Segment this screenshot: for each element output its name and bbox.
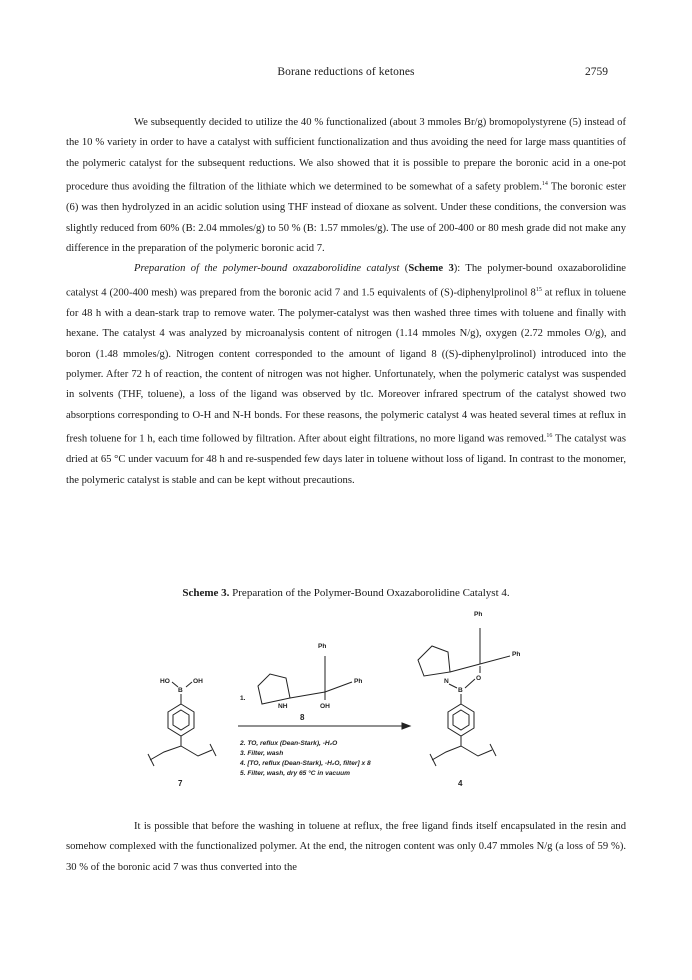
step-2: 2. TO, reflux (Dean-Stark), -H₂O [240,740,338,747]
svg-text:B: B [458,687,463,694]
paragraph-3: It is possible that before the washing in toluene at reflux, the free ligand finds itself encapsulated in the resin and somehow complexed with the functionalized polymer. At the end, the nitrogen content was only 0.47 mmoles N/g (a loss of 59 %). 30 % of the boronic acid 7 was thus converted into the [66,821,626,873]
svg-text:O: O [476,675,482,682]
scheme-drawing [140,608,550,798]
step-3: 3. Filter, wash [240,750,284,757]
body-text-bottom [66,817,626,878]
reaction-scheme [140,608,550,798]
reaction-arrow [238,723,410,729]
boronic-acid-7 [148,678,216,788]
scheme-reference: Scheme 3 [408,263,454,275]
svg-text:Ph: Ph [474,611,483,618]
catalyst-4 [418,611,520,788]
svg-text:HO: HO [160,678,170,685]
svg-text:1.: 1. [240,695,246,702]
svg-text:OH: OH [193,678,203,685]
svg-text:Ph: Ph [354,678,363,685]
compound-4-label: 4 [458,779,463,788]
caption-text: Preparation of the Polymer-Bound Oxazaborolidine Catalyst 4. [229,587,510,599]
paragraph-1: We subsequently decided to utilize the 40 % functionalized (about 3 mmoles Br/g) bromopolystyrene (5) instead of the 10 % variety in order to have a catalyst with sufficient functionalization and thus avoiding the need for large mass quantities of the polymeric catalyst for the subsequent reductions. We also showed that it is possible to prepare the boronic acid in a one-pot procedure thus avoiding the filtration of the lithiate which we determined to be somewhat of a safety problem.$^{14}$ The boronic ester (6) was then hydrolyzed in an acidic solution using THF instead of dioxane as solvent. Under these conditions, the conversion was slightly reduced from 60% (B: 2.04 mmoles/g) to 50 % (B: 1.57 mmoles/g). The use of 200-400 or 80 mesh grade did not make any difference in the preparation of the polymeric boronic acid 7. [66,117,626,254]
step-5: 5. Filter, wash, dry 65 °C in vacuum [240,770,351,777]
caption-label: Scheme 3. [182,587,230,599]
running-title: Borane reductions of ketones [277,66,415,78]
body-text-top [66,113,626,491]
svg-text:Ph: Ph [512,651,521,658]
reaction-conditions [239,740,371,777]
ligand-8 [240,643,362,722]
compound-8-label: 8 [300,713,305,722]
svg-text:OH: OH [320,703,330,710]
page-header [0,66,692,82]
section-heading: Preparation of the polymer-bound oxazaborolidine catalyst [134,263,400,275]
svg-text:N: N [444,678,449,685]
scheme-caption [0,587,692,599]
page-number: 2759 [585,66,608,78]
svg-text:B: B [178,687,183,694]
compound-7-label: 7 [178,779,183,788]
step-4: 4. [TO, reflux (Dean-Stark), -H₂O, filter] x 8 [240,760,371,767]
paragraph-2: Preparation of the polymer-bound oxazaborolidine catalyst (Scheme 3): The polymer-bound oxazaborolidine catalyst 4 (200-400 mesh) was prepared from the boronic acid 7 and 1.5 equivalents of (S)-diphenylprolinol $8^{15}$ at reflux in toluene for 48 h with a dean-stark trap to remove water. The polymer-catalyst was then washed three times with toluene and finally with hexane. The catalyst 4 was analyzed by microanalysis content of nitrogen (1.14 mmoles N/g), oxygen (2.72 mmoles O/g), and boron (1.48 mmoles/g). Nitrogen content corresponded to the amount of ligand 8 ((S)-diphenylprolinol) introduced into the polymer. After 72 h of reaction, the content of nitrogen was not higher. Unfortunately, when the polymeric catalyst was suspended in solvents (THF, toluene), a loss of the ligand was observed by tlc. Moreover infrared spectrum of the catalyst showed two absorptions corresponding to O-H and N-H bonds. For these reasons, the polymeric catalyst 4 was heated several times at reflux in fresh toluene for 1 h, each time followed by filtration. After about eight filtrations, no more ligand was removed.$^{16}$ The catalyst was dried at 65 °C under vacuum for 48 h and re-suspended few days later in toluene without loss of ligand. In contrast to the monomer, the polymeric catalyst is stable and can be kept without precautions. [66,263,626,486]
svg-text:Ph: Ph [318,643,327,650]
svg-text:NH: NH [278,703,288,710]
